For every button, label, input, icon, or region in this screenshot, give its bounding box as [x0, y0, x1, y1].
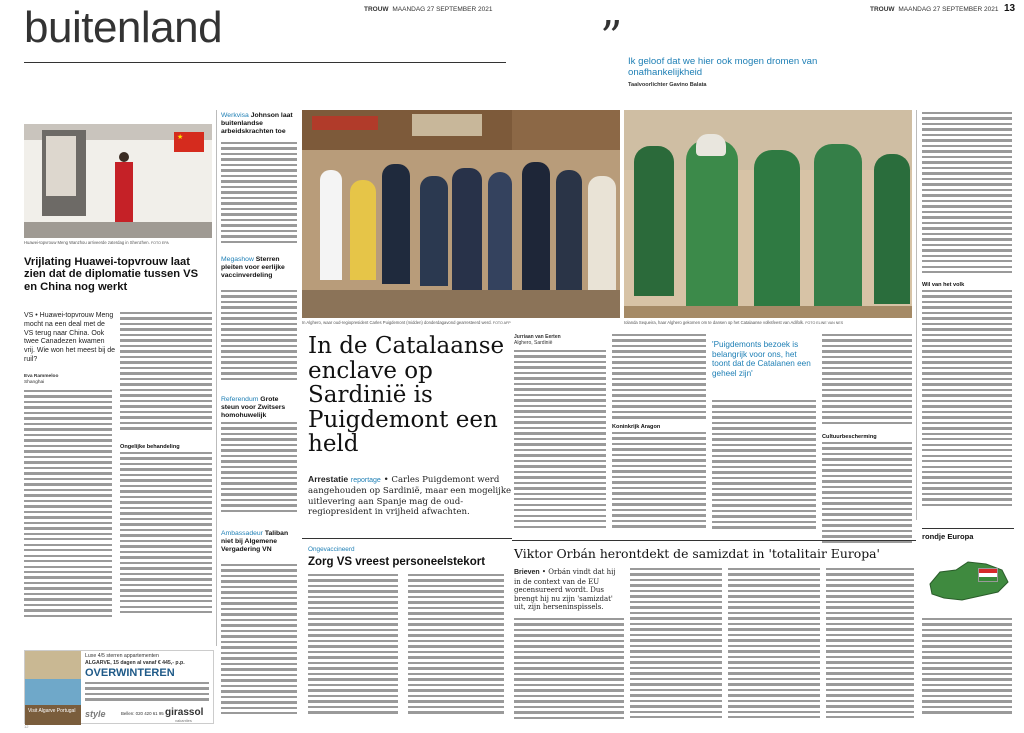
- ad-title: OVERWINTEREN: [85, 667, 175, 679]
- main-lead: • Carles Puigdemont werd aangehouden op Sardinië, maar een mogelijke uitlevering aan Spanje mag de oud-regiopresident in vrijheid afwachten.: [308, 475, 512, 518]
- orban-lead: • Orbán vindt dat hij in de context van de EU gecensureerd wordt. Dus brengt hij nu zijn 'samizdat' uit, zijn herseninspissels.: [514, 568, 616, 612]
- photo1-credit: FOTO AFP: [492, 321, 511, 325]
- ad-style-logo: style: [85, 709, 106, 719]
- europa-head: rondje Europa: [922, 532, 974, 541]
- alghero-photo-left: [302, 110, 512, 318]
- subhead-ongelijke: Ongelijke behandeling: [120, 444, 180, 450]
- subhead-koninkrijk: Koninkrijk Aragon: [612, 424, 661, 430]
- huawei-body-col1: [24, 390, 112, 620]
- brief2-headline: Sterren pleiten voor eerlijke vaccinverdeling: [221, 256, 285, 279]
- quote-text: Ik geloof dat we hier ook mogen dromen van onafhankelijkheid: [628, 56, 818, 78]
- orban-headline: Viktor Orbán herontdekt de samizdat in 'totalitair Europa': [514, 546, 880, 561]
- brief2-kicker: Megashow: [221, 256, 254, 263]
- ad-phone: Bellen: 020 420 61 95: [121, 711, 164, 716]
- folio-left: 12: [24, 724, 29, 729]
- huawei-photo-credit: FOTO EPA: [150, 241, 169, 245]
- ad-brand: girassol: [165, 707, 204, 718]
- ad-line1: Luxe 4/5 sterren appartementen: [85, 653, 159, 659]
- quote-mark-icon: ”: [600, 12, 623, 63]
- corona-kicker: Ongevaccineerd: [308, 546, 355, 553]
- huawei-lead: VS • Huawei-topvrouw Meng mocht na een deal met de VS terug naar China. Ook twee Canadezen kwamen vrij. Wie won het meest bij de ruil?: [24, 312, 116, 363]
- author-name: Eva Rammeloo: [24, 374, 59, 379]
- hungary-map: [922, 544, 1014, 614]
- huawei-photo-caption: Huawei-topvrouw Meng Wanzhou arriveerde zaterdag in Shenzhen.: [24, 240, 150, 245]
- masthead: TROUW: [364, 6, 389, 13]
- brief4-headline: Taliban niet bij Algemene Vergadering VN: [221, 530, 289, 553]
- masthead-right: TROUW: [870, 6, 895, 13]
- ad-visit-logo: Visit Algarve Portugal: [25, 705, 81, 725]
- date-right: MAANDAG 27 SEPTEMBER 2021: [898, 6, 999, 13]
- main-headline: In de Catalaanse enclave op Sardinië is Puigdemont een held: [308, 333, 505, 457]
- author-place: Shanghai: [24, 379, 45, 385]
- main-author-place: Alghero, Sardinië: [514, 340, 553, 346]
- dancers-photo: [624, 110, 912, 318]
- photo2-credit: FOTO ELINE VAN NES: [805, 321, 844, 325]
- ad-line2: ALGARVE, 15 dagen al vanaf € 445,- p.p.: [85, 660, 185, 666]
- huawei-photo: ★: [24, 124, 212, 238]
- corona-headline: Zorg VS vreest personeelstekort: [308, 556, 486, 568]
- orban-place: Brieven: [514, 569, 540, 576]
- ad-brand-sub: vakanties: [175, 718, 192, 723]
- quote-attrib: Taalvoorlichter Gavino Balata: [628, 82, 707, 88]
- subhead-cultuur: Cultuurbescherming: [822, 434, 877, 440]
- main-kicker-sub: reportage: [350, 477, 381, 484]
- pullquote: 'Puigdemonts bezoek is belangrijk voor ons, het toont dat de Catalanen een geheel zijn': [712, 340, 811, 378]
- section-title: buitenland: [24, 3, 223, 52]
- huawei-body-col3: [120, 452, 212, 617]
- brief3-kicker: Referendum: [221, 396, 259, 403]
- huawei-body-col2: [120, 312, 212, 433]
- hungary-map-svg: [922, 544, 1014, 614]
- main-kicker: Arrestatie: [308, 474, 349, 484]
- folio-right: 13: [1004, 3, 1016, 14]
- brief4-kicker: Ambassadeur: [221, 530, 263, 537]
- brief1-headline: Johnson laat buitenlandse arbeidskrachten toe: [221, 112, 293, 135]
- right-page: [512, 0, 1024, 733]
- photo1-caption: In Alghero, waar oud-regiopresident Carles Puigdemont (midden) donderdagavond gearresteerd werd.: [302, 320, 492, 325]
- date: MAANDAG 27 SEPTEMBER 2021: [392, 6, 493, 13]
- alghero-photo-right: [512, 110, 620, 318]
- main-author-name: Jurriaan van Eerten: [514, 334, 561, 340]
- subhead-wil: Wil van het volk: [922, 282, 965, 288]
- brief1-kicker: Werkvisa: [221, 112, 249, 119]
- hungary-flag-icon: [978, 568, 998, 582]
- huawei-headline: Vrijlating Huawei-topvrouw laat zien dat de diplomatie tussen VS en China nog werkt: [24, 256, 199, 293]
- ad-overwinteren[interactable]: [24, 650, 214, 724]
- brief3-headline: Grote steun voor Zwitsers homohuwelijk: [221, 396, 286, 419]
- photo2-caption: Iolanda Sequeira, haar Alghero gekomen om te dansen op het Catalaanse volksfeest van Adifolk.: [624, 320, 805, 325]
